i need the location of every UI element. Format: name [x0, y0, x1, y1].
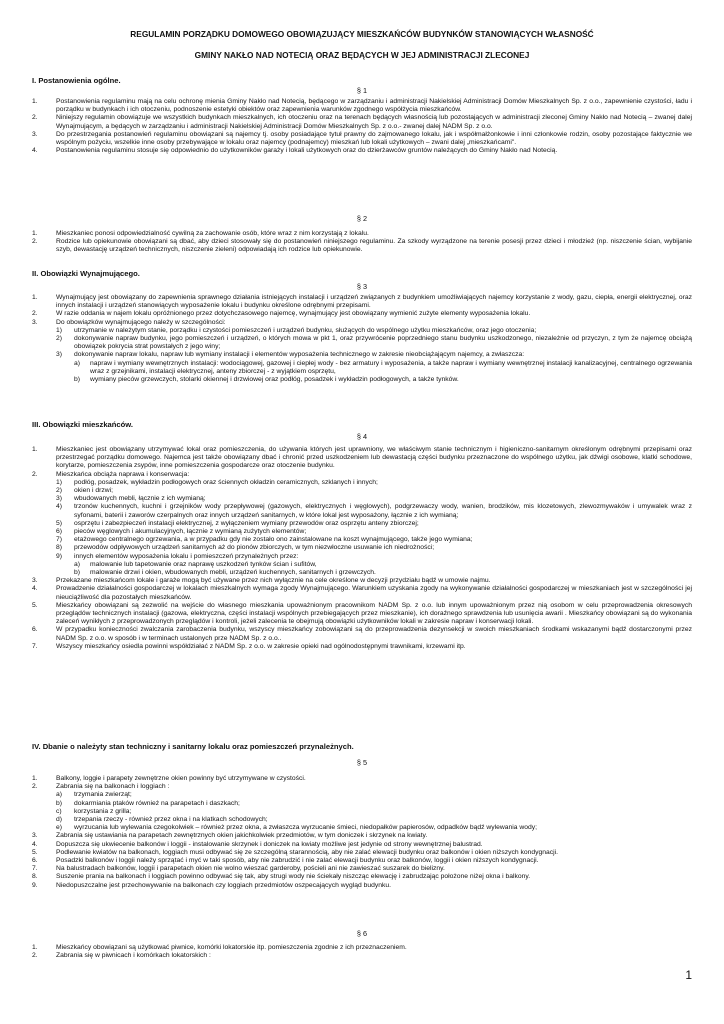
item-number: 2): [56, 487, 63, 495]
list-subitem: [32, 495, 692, 503]
item-text: Mieszkańca obciąża naprawa i konserwacja:: [56, 470, 190, 478]
item-text: Postanowienia regulaminu mają na celu ochronę mienia Gminy Nakło nad Notecią, będącego w zarządzaniu i administracji Nakielskiej Administracji Domów Mieszkalnych Sp. z o.o., zapewnienie czystości, ładu i porządku w budynkach i ich otoczeniu, podnoszenie estetyki obiektów oraz zapewnienia warunków zgodnego współżycia mieszkańców.: [56, 98, 692, 114]
item-letter: a): [74, 359, 81, 367]
item-text: przewodów odpływowych urządzeń sanitarnych aż do pionów zbiorczych, w tym niezwłoczne usuwanie ich niedrożności;: [74, 544, 435, 552]
item-text: Prowadzenie działalności gospodarczej w lokalach mieszkalnych wymaga zgody Wynajmującego. Warunkiem uzyskania zgody na wykonywanie działalności gospodarczej w mieszkaniach jest w szczególności jej nieuciążliwość dla pozostałych mieszkańców.: [56, 585, 692, 601]
item-text: Dopuszcza się ukwiecenie balkonów i loggii - instalowanie skrzynek i doniczek na kwiaty możliwe jest jedynie od strony wewnętrznej balustrad.: [56, 840, 483, 848]
list-item: [32, 849, 692, 857]
list-item: [32, 471, 692, 479]
item-number: 4.: [32, 147, 38, 155]
paragraph-4-marker: § 4: [356, 432, 368, 441]
item-number: 1.: [32, 294, 38, 301]
list-item: [32, 602, 692, 627]
item-number: 1): [56, 326, 63, 334]
list-item: [32, 783, 692, 791]
item-letter: e): [56, 824, 63, 832]
item-text: Mieszkaniec jest obowiązany utrzymywać lokal oraz pomieszczenia, do używania których jest uprawniony, we właściwym stanie technicznym i higieniczno-sanitarnym określonym odrębnymi przepisami oraz przestrzegać porządku domowego. Najemca jest także obowiązany dbać i chronić przed uszkodzeniem lub dewastacją części budynku przeznaczone do wspólnego użytku, jak dźwigi osobowe, klatki schodowe, korytarze, pomieszczenia zsypów, inne pomieszczenia gospodarcze oraz otoczenie budynku.: [56, 446, 692, 470]
item-letter: b): [56, 799, 63, 807]
item-number: 5.: [32, 848, 38, 856]
list-item: [32, 238, 692, 254]
item-text: Balkony, loggie i parapety zewnętrzne okien powinny być utrzymywane w czystości.: [56, 775, 306, 782]
item-text: wymiany pieców grzewczych, stolarki okiennej i drzwiowej oraz podłóg, posadzek i wykładzin podłogowych, a także tynków.: [90, 376, 459, 384]
item-text: Rodzice lub opiekunowie obowiązani są dbać, aby dzieci stosowały się do postanowień niniejszego regulaminu. Za szkody wyrządzone na terenie posesji przez dzieci i młodzież (np. niszczenie ścian, wybijanie szyb, dewastację urządzeń technicznych, niszczenie zieleni) odpowiadają ich rodzice lub opiekunowie.: [56, 238, 692, 254]
item-number: 8.: [32, 873, 38, 881]
item-number: 2.: [32, 114, 38, 122]
item-number: 1.: [32, 98, 38, 105]
list-item: [32, 131, 692, 147]
paragraph-2-list: [32, 230, 692, 255]
item-number: 3.: [32, 577, 38, 585]
item-number: 2.: [32, 470, 38, 478]
item-number: 2.: [32, 310, 38, 318]
item-text: innych elementów wyposażenia lokalu i pomieszczeń przynależnych przez:: [74, 552, 299, 560]
list-subitem: [32, 351, 692, 359]
item-text: dokonywanie napraw budynku, jego pomieszczeń i urządzeń, o których mowa w pkt 1, oraz przywrócenie poprzedniego stanu budynku uszkodzonego, niezależnie od przyczyn, z tym że najemcę obciążą obowiązek pokrycia strat powstałych z jego winy;: [74, 335, 692, 351]
list-item: [32, 319, 692, 327]
list-subitem: [32, 528, 692, 536]
item-text: Przekazane mieszkańcom lokale i garaże mogą być używane przez nich wyłącznie na cele określone w decyzji przydziału bądź w umowie najmu.: [56, 577, 491, 585]
item-text: Posadzki balkonów i loggii należy sprzątać i myć w taki sposób, aby nie zabrudzić i nie zalać elewacji budynku oraz balkonów, loggii i okien niższych kondygnacji.: [56, 857, 539, 865]
list-subitem: [32, 503, 692, 519]
paragraph-3-marker: § 3: [356, 282, 368, 291]
item-text: napraw i wymiany wewnętrznych instalacji: wodociągowej, gazowej i ciepłej wody - bez armatury i wyposażenia, a także napraw i wymiany wewnętrznej instalacji kanalizacyjnej, centralnego ogrzewania wraz z grzejnikami, instalacji elektrycznej, anteny zbiorczej - z wyjątkiem osprzętu,: [90, 359, 692, 375]
list-item: [32, 873, 692, 881]
list-item: [32, 310, 692, 318]
item-number: 1): [56, 478, 63, 486]
list-subitem: [32, 544, 692, 552]
item-letter: a): [74, 560, 81, 568]
list-item: [32, 114, 692, 130]
list-subitem: [32, 816, 692, 824]
list-subitem: [32, 536, 692, 544]
list-subsubitem: [32, 569, 692, 577]
item-letter: b): [74, 569, 81, 577]
paragraph-6-marker: § 6: [356, 929, 368, 938]
item-number: 2.: [32, 783, 38, 791]
list-subitem: [32, 335, 692, 351]
item-number: 1.: [32, 446, 38, 453]
item-number: 1.: [32, 230, 38, 237]
item-number: 7.: [32, 865, 38, 873]
paragraph-5-marker: § 5: [356, 758, 368, 767]
item-text: pieców węglowych i akumulacyjnych, łącznie z wymianą zużytych elementów;: [74, 528, 307, 536]
item-text: Do obowiązków wynajmującego należy w szczególności:: [56, 318, 226, 326]
item-text: okien i drzwi;: [74, 487, 114, 495]
section-heading-resident-duties: III. Obowiązki mieszkańców.: [32, 420, 133, 429]
list-item: [32, 98, 692, 114]
item-text: trzepania rzeczy - również przez okna i na klatkach schodowych;: [74, 816, 268, 824]
section-heading-general: I. Postanowienia ogólne.: [32, 76, 121, 85]
list-item: [32, 832, 692, 840]
item-number: 3.: [32, 832, 38, 840]
item-number: 6): [56, 528, 63, 536]
list-subitem: [32, 479, 692, 487]
list-subitem: [32, 791, 692, 799]
item-number: 3.: [32, 318, 38, 326]
item-text: trzonów kuchennych, kuchni i grzejników wody przepływowej (gazowych, elektrycznych i węglowych), podgrzewaczy wody, wanien, brodzików, mis klozetowych, zlewozmywaków i umywalek wraz z syfonami, baterii i zaworów czerpalnych oraz innych urządzeń sanitarnych, w które lokal jest wyposażony, łącznie z ich wymianą;: [74, 503, 692, 519]
item-text: trzymania zwierząt;: [74, 791, 132, 799]
paragraph-6-list: [32, 944, 692, 960]
item-number: 3): [56, 495, 63, 503]
paragraph-5-list: [32, 775, 692, 890]
item-text: Niedopuszczalne jest przechowywanie na balkonach czy loggiach przedmiotów oszpecających wygląd budynku.: [56, 881, 392, 889]
list-item: [32, 857, 692, 865]
item-number: 4.: [32, 840, 38, 848]
list-subsubitem: [32, 360, 692, 376]
item-number: 3): [56, 351, 63, 359]
paragraph-1-list: [32, 98, 692, 155]
document-title-line-2: GMINY NAKŁO NAD NOTECIĄ ORAZ BĘDĄCYCH W JEJ ADMINISTRACJI ZLECONEJ: [194, 50, 530, 60]
document-title-line-1: REGULAMIN PORZĄDKU DOMOWEGO OBOWIĄZUJĄCY MIESZKAŃCÓW BUDYNKÓW STANOWIĄCYCH WŁASNOŚĆ: [130, 29, 594, 39]
item-letter: a): [56, 791, 63, 799]
list-item: [32, 944, 692, 952]
item-text: wyrzucania lub wylewania czegokolwiek – również przez okna, a zwłaszcza wyrzucanie śmieci, niedopałków papierosów, odpadków bądź wylewania wody;: [74, 824, 537, 832]
item-text: Na balustradach balkonów, loggii i parapetach okien nie wolno wieszać garderoby, pościeli ani nie zawieszać suszarek do bielizny.: [56, 865, 445, 873]
item-number: 9.: [32, 881, 38, 889]
item-number: 7): [56, 536, 63, 544]
item-text: Mieszkańcy obowiązani są użytkować piwnice, komórki lokatorskie itp. pomieszczenia zgodnie z ich przeznaczeniem.: [56, 944, 407, 951]
item-text: wbudowanych mebli, łącznie z ich wymianą;: [74, 495, 206, 503]
item-number: 2): [56, 335, 63, 343]
list-item: [32, 294, 692, 310]
item-number: 6.: [32, 857, 38, 865]
list-item: [32, 147, 692, 155]
list-item: [32, 230, 692, 238]
page-number: 1: [685, 968, 692, 982]
list-item: [32, 585, 692, 601]
item-text: Mieszkańcy obowiązani są zezwolić na wejście do własnego mieszkania upoważnionym pracownikom NADM Sp. z o.o. lub innym upoważnionym przez nią osobom w celu przeprowadzenia okresowych przeglądów technicznych instalacji (gazowa, elektryczna, części instalacji wspólnych przebiegających przez mieszkanie), ich doraźnego sprawdzenia lub usunięcia awarii . Mieszkańcy obowiązani są do wykonania zaleceń wynikłych z przeprowadzonych przeglądów i kontroli, jeżeli zalecenia te obejmują obowiązki użytkowników lokali w zakresie napraw i konserwacji lokali.: [56, 601, 692, 626]
item-letter: c): [56, 807, 62, 815]
list-subitem: [32, 824, 692, 832]
item-number: 2.: [32, 238, 38, 246]
paragraph-4-list: [32, 446, 692, 651]
item-text: Zabrania się w piwnicach i komórkach lokatorskich :: [56, 952, 211, 960]
list-subitem: [32, 520, 692, 528]
item-number: 7.: [32, 642, 38, 650]
item-number: 1.: [32, 775, 38, 782]
item-text: W przypadku konieczności zwalczania zarobaczenia budynku, wszyscy mieszkańcy zobowiązani są do przeprowadzenia dezynsekcji w swoich mieszkaniach środkami wskazanymi bądź dostarczonymi przez NADM Sp. z o.o. w sposób i w terminach ustalonych prze NADM Sp. z o.o..: [56, 626, 692, 642]
list-subitem: [32, 808, 692, 816]
list-subitem: [32, 327, 692, 335]
item-number: 6.: [32, 626, 38, 634]
item-number: 3.: [32, 130, 38, 138]
paragraph-2-marker: § 2: [356, 214, 368, 223]
item-number: 4.: [32, 585, 38, 593]
item-text: malowanie drzwi i okien, wbudowanych mebli, urządzeń kuchennych, sanitarnych i grzewczych.: [90, 569, 376, 577]
list-item: [32, 775, 692, 783]
list-item: [32, 643, 692, 651]
item-text: W razie oddania w najem lokalu opróżnionego przez dotychczasowego najemcę, wynajmujący jest obowiązany wymienić zużyte elementy wyposażenia lokalu.: [56, 310, 531, 318]
item-number: 5.: [32, 601, 38, 609]
item-text: Zabrania się na balkonach i loggiach :: [56, 783, 170, 791]
item-text: Zabrania się ustawiania na parapetach zewnętrznych okien jakichkolwiek przedmiotów, w tym doniczek i skrzynek na kwiaty.: [56, 832, 428, 840]
item-text: utrzymanie w należytym stanie, porządku i czystości pomieszczeń i urządzeń budynku, służących do wspólnego użytku mieszkańców, oraz jego otoczenia;: [74, 326, 537, 334]
paragraph-1-marker: § 1: [356, 86, 368, 95]
list-item: [32, 577, 692, 585]
list-subsubitem: [32, 376, 692, 384]
item-letter: d): [56, 816, 63, 824]
item-number: 5): [56, 519, 63, 527]
list-item: [32, 882, 692, 890]
section-heading-technical-condition: IV. Dbanie o należyty stan techniczny i sanitarny lokalu oraz pomieszczeń przynależnych.: [32, 742, 354, 751]
item-text: Mieszkaniec ponosi odpowiedzialność cywilną za zachowanie osób, które wraz z nim korzystają z lokalu.: [56, 230, 369, 237]
item-number: 1.: [32, 944, 38, 951]
item-number: 2.: [32, 952, 38, 960]
list-item: [32, 841, 692, 849]
item-text: korzystania z grilla;: [74, 807, 132, 815]
list-subsubitem: [32, 561, 692, 569]
paragraph-3-list: [32, 294, 692, 384]
list-item: [32, 952, 692, 960]
item-text: Suszenie prania na balkonach i loggiach powinno odbywać się tak, aby strugi wody nie ściekały niszcząc elewację i zabrudzając położone niżej okna i balkony.: [56, 873, 531, 881]
item-text: Podlewanie kwiatów na balkonach, loggiach musi odbywać się ze szczególną starannością, aby nie zalać elewacji budynku oraz balkonów i okien niższych kondygnacji.: [56, 848, 559, 856]
item-text: Do przestrzegania postanowień regulaminu obowiązani są najemcy tj. osoby posiadające tytuł prawny do zajmowanego lokalu, jak i współmałżonkowie i inni członkowie rodzin, osoby pozostające faktycznie we wspólnym pożyciu, wszelkie inne osoby przebywające w lokalu oraz najemcy (podnajemcy) mieszkań lub lokali użytkowych – zwani dalej „mieszkańcami".: [56, 130, 692, 147]
item-text: podłóg, posadzek, wykładzin podłogowych oraz ściennych okładzin ceramicznych, szklanych i innych;: [74, 478, 378, 486]
item-text: dokarmiania ptaków również na parapetach i daszkach;: [74, 799, 240, 807]
list-subitem: [32, 553, 692, 561]
list-subitem: [32, 487, 692, 495]
item-text: Wynajmujący jest obowiązany do zapewnienia sprawnego działania istniejących instalacji i urządzeń związanych z budynkiem umożliwiających najemcy korzystanie z wody, gazu, ciepła, energii elektrycznej, oraz innych instalacji i urządzeń stanowiących wyposażenie lokalu i budynku określone odrębnymi przepisami.: [56, 294, 692, 310]
item-text: Niniejszy regulamin obowiązuje we wszystkich budynkach mieszkalnych, ich otoczeniu oraz na terenach będących własnością lub pozostających w administracji zleconej Gminy Nakło nad Notecią – zwanej dalej Wynajmującym, a będących w zarządzaniu i administracji Nakielskiej Administracji Domów Mieszkalnych Sp. z o.o.- zwanej dalej NADM Sp. z o.o.: [56, 114, 692, 130]
item-text: dokonywanie napraw lokalu, napraw lub wymiany instalacji i elementów wyposażenia technicznego w zakresie nieobciążającym najemcy, a zwłaszcza:: [74, 351, 525, 359]
item-number: 9): [56, 552, 63, 560]
item-text: etażowego centralnego ogrzewania, a w przypadku gdy nie zostało ono zainstalowane na koszt wynajmującego, także jego wymiana;: [74, 536, 473, 544]
item-letter: b): [74, 376, 81, 384]
item-text: Wszyscy mieszkańcy osiedla powinni współdziałać z NADM Sp. z o.o. w zakresie opieki nad ogólnodostępnymi trawnikami, krzewami itp.: [56, 642, 466, 650]
list-item: [32, 865, 692, 873]
item-number: 8): [56, 544, 63, 552]
item-text: osprzętu i zabezpieczeń instalacji elektrycznej, z wyłączeniem wymiany przewodów oraz osprzętu anteny zbiorczej;: [74, 519, 419, 527]
item-text: malowanie lub tapetowanie oraz naprawę uszkodzeń tynków ścian i sufitów,: [90, 560, 317, 568]
list-subitem: [32, 800, 692, 808]
item-text: Postanowienia regulaminu stosuje się odpowiednio do użytkowników garaży i lokali użytkowych oraz do dzierżawców gruntów należących do Gminy Nakło nad Notecią.: [56, 147, 558, 155]
list-item: [32, 626, 692, 642]
item-number: 4): [56, 503, 63, 511]
list-item: [32, 446, 692, 471]
section-heading-landlord-duties: II. Obowiązki Wynajmującego.: [32, 269, 140, 278]
